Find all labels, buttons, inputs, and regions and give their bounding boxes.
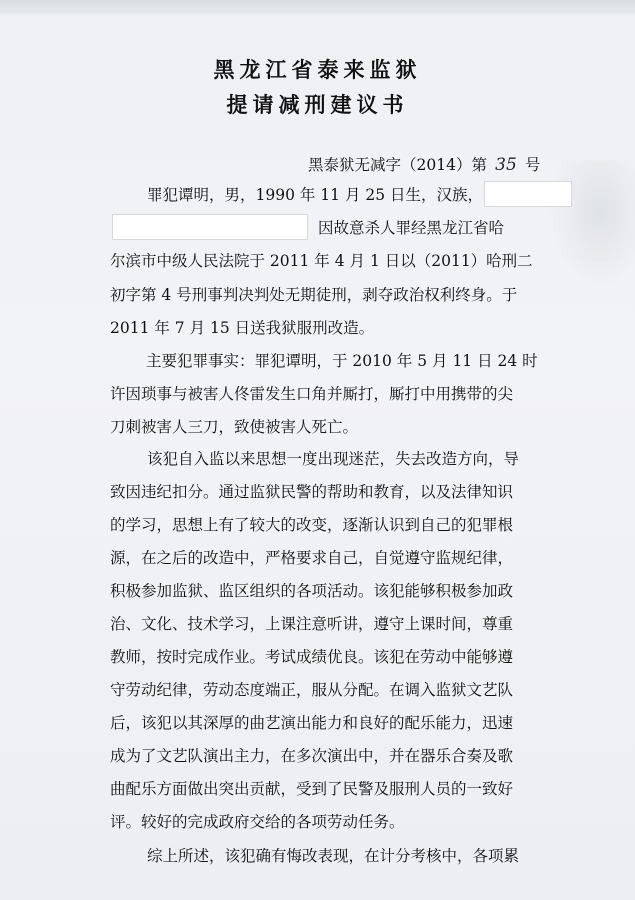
body-line: 尔滨市中级人民法院于 2011 年 4 月 1 日以（2011）哈刑二 bbox=[110, 252, 533, 270]
doc-number-suffix: 号 bbox=[524, 156, 541, 174]
body-line: 守劳动纪律，劳动态度端正，服从分配。在调入监狱文艺队 bbox=[110, 681, 514, 699]
body-line: 罪犯谭明，男，1990 年 11 月 25 日生，汉族， bbox=[147, 186, 484, 204]
body-line: 许因琐事与被害人佟雷发生口角并厮打，厮打中用携带的尖 bbox=[110, 385, 514, 403]
body-line: 成为了文艺队演出主力，在多次演出中，并在器乐合奏及歌 bbox=[110, 747, 514, 765]
body-line: 治、文化、技术学习，上课注意听讲，遵守上课时间，尊重 bbox=[110, 615, 514, 633]
body-line: 该犯自入监以来思想一度出现迷茫，失去改造方向，导 bbox=[147, 450, 520, 468]
body-line: 评。较好的完成政府交给的各项劳动任务。 bbox=[110, 813, 405, 831]
body-line: 后，该犯以其深厚的曲艺演出能力和良好的配乐能力，迅速 bbox=[110, 714, 514, 732]
body-line: 综上所述，该犯确有悔改表现，在计分考核中，各项累 bbox=[147, 847, 520, 865]
scan-smudge bbox=[548, 160, 635, 290]
body-line: 2011 年 7 月 15 日送我狱服刑改造。 bbox=[110, 319, 375, 337]
document-title-line2: 提请减刑建议书 bbox=[226, 93, 409, 117]
document-number bbox=[308, 153, 540, 175]
body-line: 刀刺被害人三刀，致使被害人死亡。 bbox=[110, 418, 359, 436]
scan-top-edge bbox=[0, 0, 635, 14]
body-line: 教师，按时完成作业。考试成绩优良。该犯在劳动中能够遵 bbox=[110, 648, 514, 666]
body-line: 主要犯罪事实：罪犯谭明，于 2010 年 5 月 11 日 24 时 bbox=[146, 352, 538, 370]
document-title-line1: 黑龙江省泰来监狱 bbox=[213, 58, 422, 82]
body-line: 因故意杀人罪经黑龙江省哈 bbox=[318, 219, 505, 237]
doc-number-prefix: 黑泰狱无减字（2014）第 bbox=[308, 156, 487, 174]
body-line: 的学习，思想上有了较大的改变，逐渐认识到自己的犯罪根 bbox=[110, 516, 514, 534]
body-line: 初字第 4 号刑事判决判处无期徒刑，剥夺政治权利终身。于 bbox=[110, 286, 518, 304]
body-line: 致因违纪扣分。通过监狱民警的帮助和教育，以及法律知识 bbox=[110, 483, 514, 501]
redaction-box bbox=[112, 214, 308, 240]
doc-number-handwritten: 35 bbox=[495, 155, 517, 175]
redaction-box bbox=[484, 181, 572, 207]
body-line: 源，在之后的改造中，严格要求自己，自觉遵守监规纪律， bbox=[110, 549, 514, 567]
body-line: 积极参加监狱、监区组织的各项活动。该犯能够积极参加政 bbox=[110, 582, 514, 600]
body-line: 曲配乐方面做出突出贡献，受到了民警及服刑人员的一致好 bbox=[110, 780, 514, 798]
